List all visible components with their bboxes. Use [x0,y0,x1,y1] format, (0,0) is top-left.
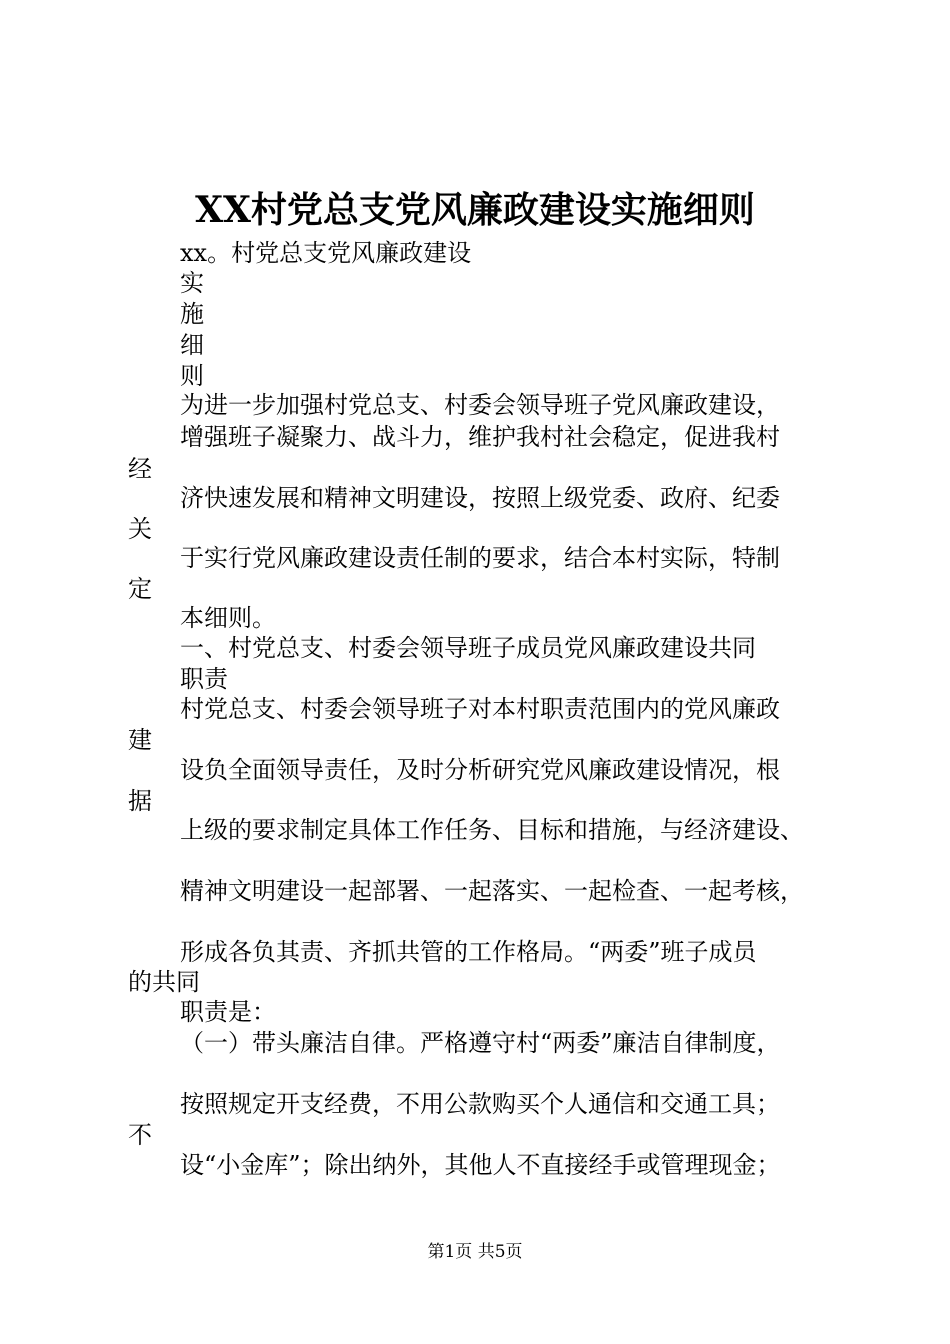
text-line: 为进一步加强村党总支、村委会领导班子党风廉政建设， [180,391,780,419]
text-line: 实 [180,269,204,297]
text-line: 职责 [180,665,228,693]
text-line: 增强班子凝聚力、战斗力，维护我村社会稳定，促进我村 [180,423,780,451]
text-line: 职责是： [180,998,276,1026]
text-line: 一、村党总支、村委会领导班子成员党风廉政建设共同 [180,634,756,662]
text-line: 细 [180,331,204,359]
text-line: 则 [180,362,204,390]
text-line: 设“小金库”；除出纳外，其他人不直接经手或管理现金； [180,1151,781,1179]
text-line: 按照规定开支经费，不用公款购买个人通信和交通工具； [180,1090,780,1118]
text-line: 形成各负其责、齐抓共管的工作格局。“两委”班子成员 [180,938,757,966]
text-line: 的共同 [128,968,200,996]
text-line: 设负全面领导责任，及时分析研究党风廉政建设情况，根 [180,756,780,784]
text-line: 据 [128,787,152,815]
text-line: 关 [128,515,152,543]
text-line: 经 [128,455,152,483]
text-line: （一）带头廉洁自律。严格遵守村“两委”廉洁自律制度， [180,1029,781,1057]
text-line: 施 [180,300,204,328]
text-line: 济快速发展和精神文明建设，按照上级党委、政府、纪委 [180,484,780,512]
text-line: 建 [128,726,152,754]
text-line: 本细则。 [180,604,276,632]
text-line: xx。村党总支党风廉政建设 [180,239,472,267]
text-line: 精神文明建设一起部署、一起落实、一起检查、一起考核， [180,877,804,905]
text-line: 于实行党风廉政建设责任制的要求，结合本村实际，特制 [180,544,780,572]
text-line: 定 [128,575,152,603]
document-title: XX村党总支党风廉政建设实施细则 [195,189,755,231]
page-number: 第1页 共5页 [427,1242,523,1262]
text-line: 不 [128,1121,152,1149]
text-line: 上级的要求制定具体工作任务、目标和措施，与经济建设、 [180,816,804,844]
text-line: 村党总支、村委会领导班子对本村职责范围内的党风廉政 [180,695,780,723]
